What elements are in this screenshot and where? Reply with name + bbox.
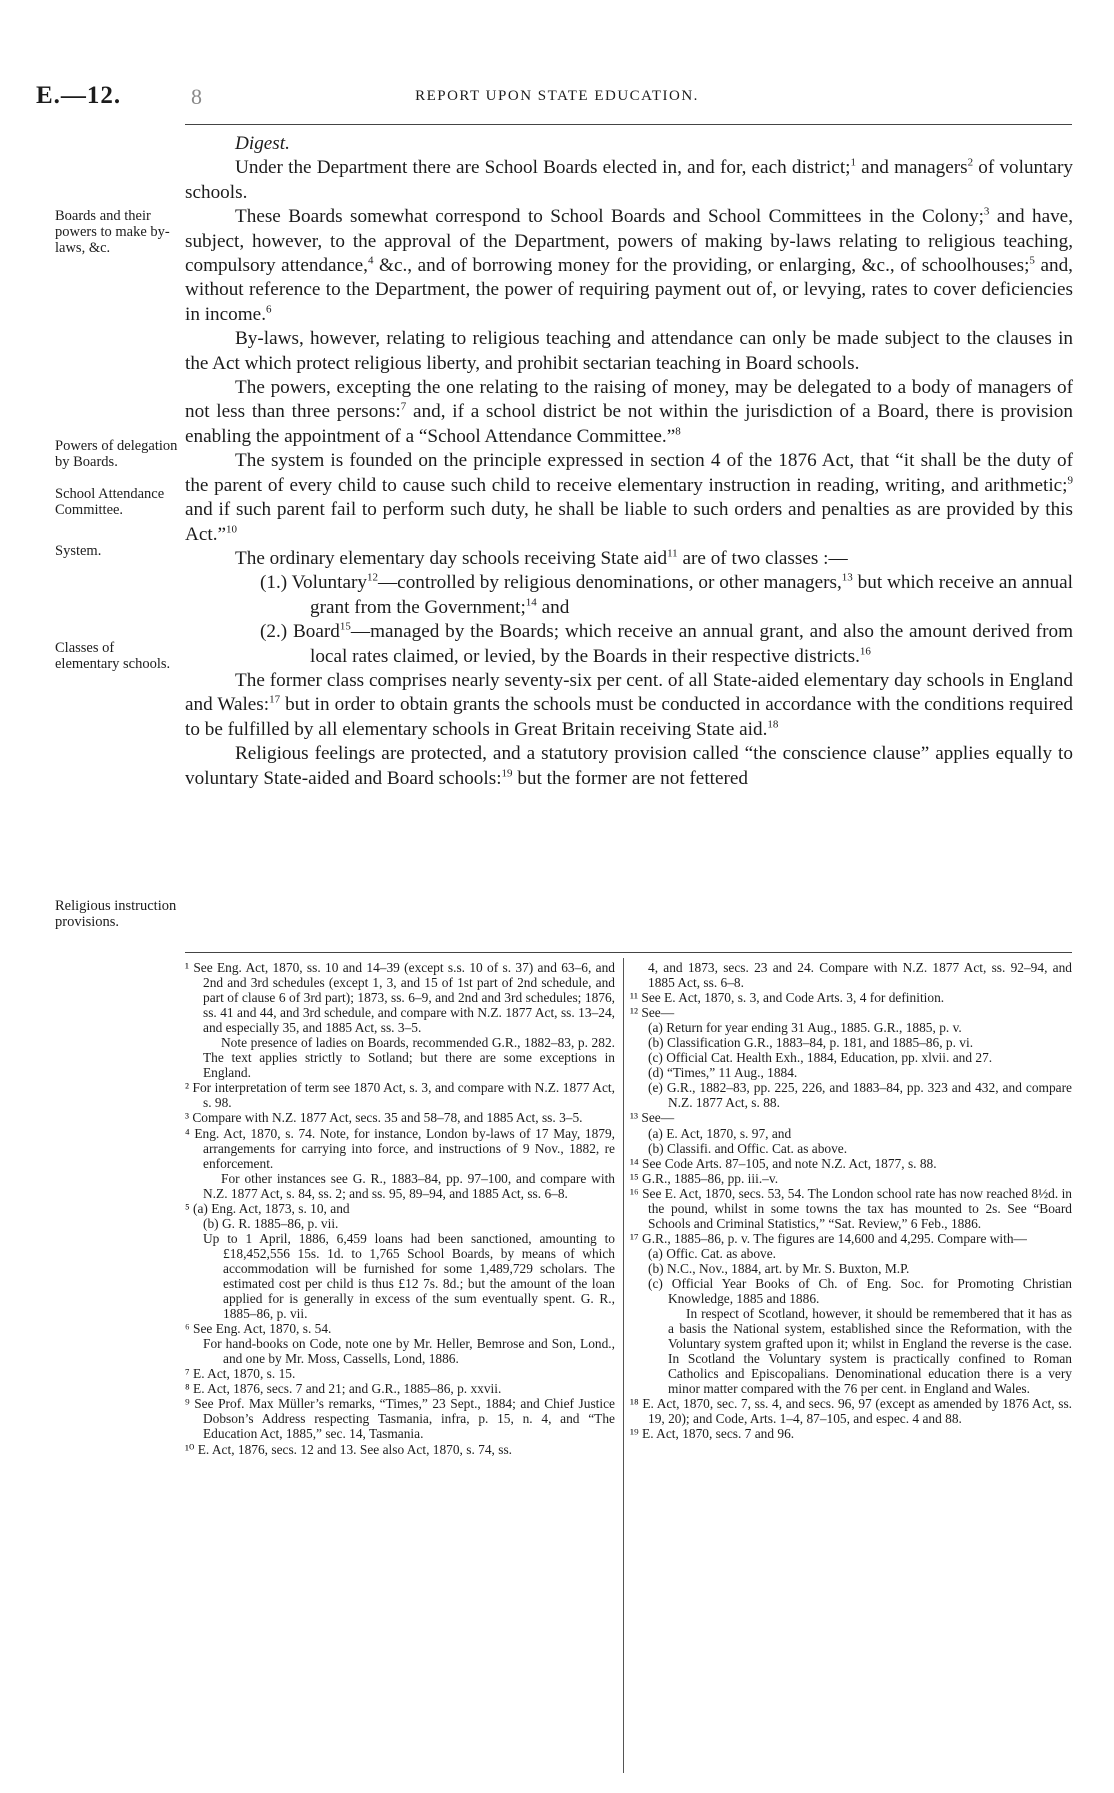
- footnotes-right: [630, 960, 1072, 1442]
- paragraph: These Boards somewhat correspond to School Boards and School Committees in the Colony;$^3$ and have, subject, however, to the approval of the Department, powers of making by-laws relating to religious teaching, compulsory attendance,$^4$ &c., and of borrowing money for the providing, or enlarging, &c., of schoolhouses;$^5$ and, without reference to the Department, the power of requiring payment out of, or levying, rates to cover deficiencies in income.$^6$: [185, 205, 1073, 325]
- footnote: (c) Official Year Books of Ch. of Eng. Soc. for Promoting Christian Knowledge, 1885 and 1886.: [648, 1275, 1072, 1307]
- footnote: (b) N.C., Nov., 1884, art. by Mr. S. Buxton, M.P.: [648, 1260, 910, 1276]
- digest-heading: Digest.: [235, 133, 290, 154]
- list-item: (1.) Voluntary$^{12}$—controlled by religious denominations, or other managers,$^{13}$ but which receive an annual grant from the Government;$^{14}$ and: [260, 571, 1074, 618]
- footnotes-left: [185, 960, 615, 1457]
- paragraph: The ordinary elementary day schools receiving State aid$^{11}$ are of two classes :—: [235, 547, 848, 569]
- paragraph: By-laws, however, relating to religious teaching and attendance can only be made subject to the clauses in the Act which protect religious liberty, and prohibit sectarian teaching in Board schools.: [185, 328, 1073, 374]
- footnote: (b) G. R. 1885–86, p. vii.: [203, 1215, 339, 1231]
- footnote: (e) G.R., 1882–83, pp. 225, 226, and 1883–84, pp. 323 and 432, and compare N.Z. 1877 Act, s. 88.: [648, 1080, 1072, 1111]
- paragraph: The system is founded on the principle expressed in section 4 of the 1876 Act, that “it shall be the duty of the parent of every child to cause such child to receive elementary instruction in reading, writing, and arithmetic;$^9$ and if such parent fail to perform such duty, he shall be liable to such orders and penalties as are provided by this Act.”$^{10}$: [185, 450, 1073, 545]
- footnote: Note presence of ladies on Boards, recommended G.R., 1882–83, p. 282. The text applies strictly to Sotland; but there are some exceptions in England.: [203, 1035, 615, 1081]
- footnote: ¹⁸ E. Act, 1870, sec. 7, ss. 4, and secs. 96, 97 (except as amended by 1876 Act, ss. 19, 20); and Code, Arts. 1–4, 87–105, and espec. 4 and 88.: [630, 1396, 1072, 1427]
- footnote: 4, and 1873, secs. 23 and 24. Compare with N.Z. 1877 Act, ss. 92–94, and 1885 Act, ss. 6–8.: [648, 960, 1072, 991]
- footnote: (c) Official Cat. Health Exh., 1884, Education, pp. xlvii. and 27.: [648, 1050, 993, 1066]
- footnote: ⁶ See Eng. Act, 1870, s. 54.: [185, 1321, 332, 1337]
- footnote-column-divider: [623, 958, 624, 1773]
- header-rule: [185, 124, 1072, 125]
- footnote: (b) Classification G.R., 1883–84, p. 181, and 1885–86, p. vi.: [648, 1035, 974, 1051]
- footnote: ⁷ E. Act, 1870, s. 15.: [185, 1366, 296, 1382]
- footnote: ⁵ (a) Eng. Act, 1873, s. 10, and: [185, 1200, 350, 1216]
- footnote: ² For interpretation of term see 1870 Act, s. 3, and compare with N.Z. 1877 Act, s. 98.: [185, 1080, 615, 1111]
- list-item: (2.) Board$^{15}$—managed by the Boards; which receive an annual grant, and also the amount derived from local rates claimed, or levied, by the Boards in their respective districts.$^{16}$: [260, 620, 1074, 667]
- footnote: ¹⁹ E. Act, 1870, secs. 7 and 96.: [630, 1426, 795, 1442]
- footnote: ¹² See—: [630, 1005, 675, 1021]
- footnote: ³ Compare with N.Z. 1877 Act, secs. 35 and 58–78, and 1885 Act, ss. 3–5.: [185, 1110, 583, 1126]
- margin-note-delegation: Powers of delegation by Boards.: [55, 438, 178, 470]
- page-header: [36, 82, 1078, 112]
- footnote: ¹⁶ See E. Act, 1870, secs. 53, 54. The London school rate has now reached 8½d. in the pound, whilst in some towns the tax has mounted to 2s. See “Board Schools and Criminal Statistics,” “Sat. Review,” 6 Feb., 1886.: [630, 1185, 1072, 1231]
- footnote: Up to 1 April, 1886, 6,459 loans had been sanctioned, amounting to £18,452,556 15s. 1d. to 1,765 School Boards, by means of which accommodation will be furnished for some 1,489,729 scholars. The estimated cost per child is thus £12 7s. 8d.; but the amount of the loan applied for is generally in excess of the sum eventually spent. G. R., 1885–86, p. vii.: [203, 1230, 615, 1322]
- footnote: (a) E. Act, 1870, s. 97, and: [648, 1125, 792, 1141]
- footnote: ⁹ See Prof. Max Müller’s remarks, “Times,” 23 Sept., 1884; and Chief Justice Dobson’s Address respecting Tasmania, infra, p. 15, n. 4, and “The Education Act, 1885,” sec. 14, Tasmania.: [185, 1396, 615, 1442]
- footnote: (a) Offic. Cat. as above.: [648, 1245, 777, 1261]
- document-code: E.—12.: [36, 82, 122, 109]
- running-title: REPORT UPON STATE EDUCATION.: [415, 88, 699, 104]
- footnote: ¹⁷ G.R., 1885–86, p. v. The figures are 14,600 and 4,295. Compare with—: [630, 1230, 1027, 1246]
- footnote: ¹⁴ See Code Arts. 87–105, and note N.Z. Act, 1877, s. 88.: [630, 1155, 937, 1171]
- paragraph: The powers, excepting the one relating to the raising of money, may be delegated to a body of managers of not less than three persons:$^7$ and, if a school district be not within the jurisdiction of a Board, there is provision enabling the appointment of a “School Attendance Committee.”$^8$: [185, 377, 1073, 447]
- footnote: ¹⁵ G.R., 1885–86, pp. iii.–v.: [630, 1170, 779, 1186]
- footnote: ⁸ E. Act, 1876, secs. 7 and 21; and G.R., 1885–86, p. xxvii.: [185, 1381, 502, 1397]
- footnote: ¹ See Eng. Act, 1870, ss. 10 and 14–39 (except s.s. 10 of s. 37) and 63–6, and 2nd and 3rd schedules (except 1, 3, and 15 of 1st part of 2nd schedule, and part of clause 6 of 3rd part); 1873, ss. 6–9, and 2nd and 3rd schedules; 1876, ss. 41 and 44, and 3rd schedule, and compare with N.Z. 1877 Act, ss. 13–24, and especially 35, and 1885 Act, ss. 3–5.: [185, 960, 615, 1036]
- margin-note-religious: Religious instruction provisions.: [55, 898, 177, 930]
- footnote: For other instances see G. R., 1883–84, pp. 97–100, and compare with N.Z. 1877 Act, s. 84, ss. 2; and ss. 95, 89–94, and 1885 Act, ss. 6–8.: [203, 1170, 615, 1201]
- margin-note-classes: Classes of elementary schools.: [55, 640, 171, 672]
- margin-note-system: System.: [55, 543, 102, 559]
- page-number: 8: [191, 84, 202, 109]
- footnote: (b) Classifi. and Offic. Cat. as above.: [648, 1140, 848, 1156]
- paragraph: The former class comprises nearly seventy-six per cent. of all State-aided elementary day schools in England and Wales:$^{17}$ but in order to obtain grants the schools must be conducted in accordance with the conditions required to be fulfilled by all elementary schools in Great Britain receiving State aid.$^{18}$: [185, 669, 1073, 740]
- footnote: ¹³ See—: [630, 1110, 675, 1126]
- footnote: (a) Return for year ending 31 Aug., 1885. G.R., 1885, p. v.: [648, 1020, 962, 1036]
- footnote: ¹¹ See E. Act, 1870, s. 3, and Code Arts. 3, 4 for definition.: [630, 990, 945, 1006]
- margin-note-boards: Boards and their powers to make by-laws, &c.: [55, 208, 170, 256]
- footnote-rule: [185, 952, 1072, 953]
- paragraph: Under the Department there are School Boards elected in, and for, each district;$^1$ and managers$^2$ of voluntary schools.: [185, 157, 1073, 203]
- footnote: (d) “Times,” 11 Aug., 1884.: [648, 1065, 798, 1081]
- paragraph: Religious feelings are protected, and a statutory provision called “the conscience clause” applies equally to voluntary State-aided and Board schools:$^{19}$ but the former are not fettered: [185, 743, 1073, 789]
- margin-note-attendance: School Attendance Committee.: [55, 486, 165, 518]
- footnote: ⁴ Eng. Act, 1870, s. 74. Note, for instance, London by-laws of 17 May, 1879, arrangements for carrying into force, and instructions of 9 Nov., 1882, re enforcement.: [185, 1125, 615, 1171]
- footnote: In respect of Scotland, however, it should be remembered that it has as a basis the National system, established since the Reformation, with the Voluntary system grafted upon it; whilst in England the reverse is the case. In Scotland the Voluntary system is practically confined to Roman Catholics and Episcopalians. Denominational education there is a very minor matter compared with the 76 per cent. in England and Wales.: [668, 1306, 1072, 1397]
- main-text: [185, 132, 1073, 791]
- footnote: ¹⁰ E. Act, 1876, secs. 12 and 13. See also Act, 1870, s. 74, ss.: [185, 1441, 513, 1457]
- footnote: For hand-books on Code, note one by Mr. Heller, Bemrose and Son, Lond., and one by Mr. Moss, Cassells, Lond, 1886.: [203, 1336, 615, 1367]
